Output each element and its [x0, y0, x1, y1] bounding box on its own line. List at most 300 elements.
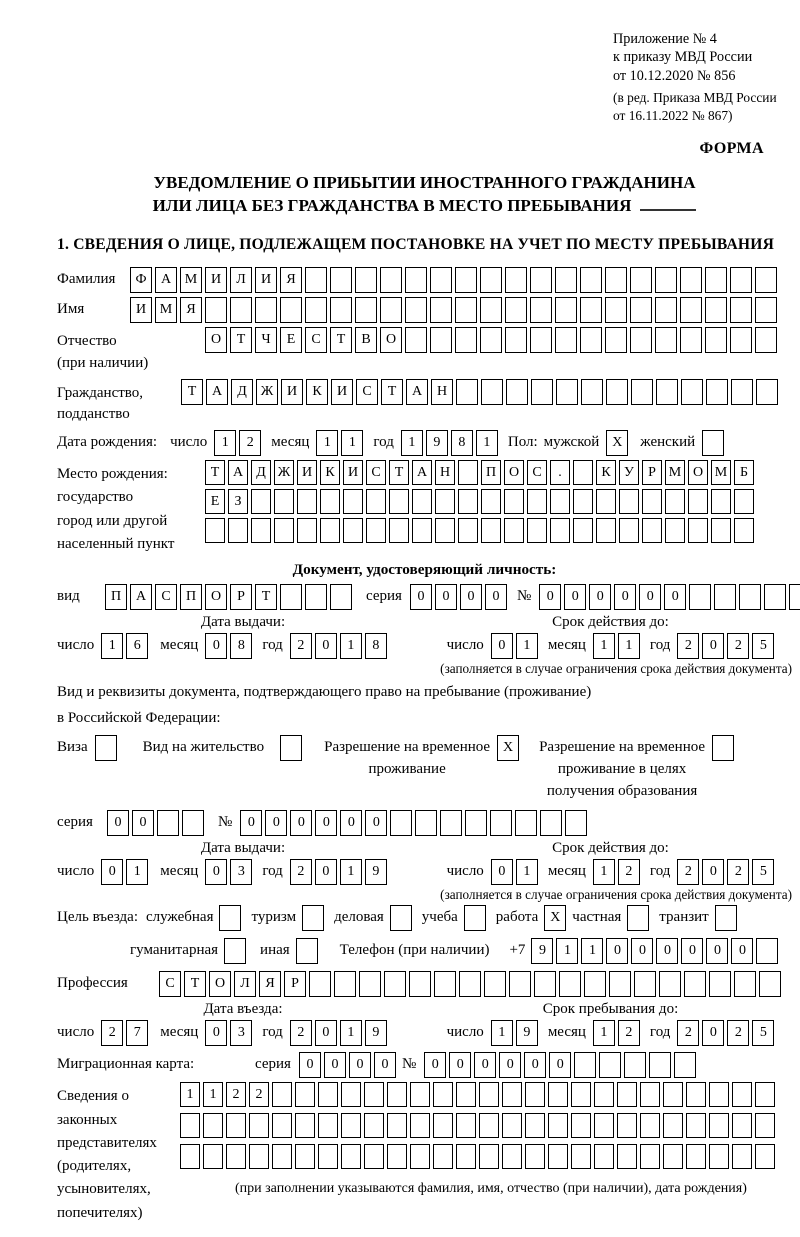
char-box[interactable]: 1 — [491, 1020, 513, 1046]
char-box[interactable] — [594, 1144, 614, 1169]
char-box[interactable] — [640, 1144, 660, 1169]
char-box[interactable] — [663, 1113, 683, 1138]
char-box[interactable] — [764, 584, 786, 610]
char-box[interactable] — [157, 810, 179, 836]
char-box[interactable]: 1 — [340, 633, 362, 659]
char-box[interactable] — [642, 518, 662, 543]
char-box[interactable]: 1 — [340, 859, 362, 885]
purpose-official-checkbox[interactable] — [219, 905, 241, 931]
char-box[interactable] — [755, 1144, 775, 1169]
char-box[interactable] — [318, 1144, 338, 1169]
char-box[interactable] — [481, 518, 501, 543]
char-box[interactable]: 1 — [593, 1020, 615, 1046]
char-box[interactable] — [355, 297, 377, 323]
char-box[interactable] — [295, 1082, 315, 1107]
char-box[interactable]: 0 — [524, 1052, 546, 1078]
char-box[interactable] — [458, 460, 478, 485]
char-box[interactable]: 0 — [349, 1052, 371, 1078]
char-box[interactable]: Я — [259, 971, 281, 997]
char-box[interactable] — [205, 518, 225, 543]
char-box[interactable] — [755, 297, 777, 323]
char-box[interactable]: З — [228, 489, 248, 514]
char-box[interactable]: А — [406, 379, 428, 405]
purpose-work-checkbox[interactable] — [544, 905, 566, 931]
char-box[interactable]: 9 — [365, 859, 387, 885]
char-box[interactable]: Т — [255, 584, 277, 610]
char-box[interactable] — [649, 1052, 671, 1078]
char-box[interactable] — [617, 1082, 637, 1107]
char-box[interactable]: Н — [435, 460, 455, 485]
char-box[interactable] — [219, 905, 241, 931]
char-box[interactable] — [709, 1082, 729, 1107]
char-box[interactable] — [706, 379, 728, 405]
char-box[interactable]: 1 — [401, 430, 423, 456]
char-box[interactable]: А — [155, 267, 177, 293]
char-box[interactable]: О — [205, 584, 227, 610]
char-box[interactable] — [732, 1113, 752, 1138]
char-box[interactable] — [594, 1082, 614, 1107]
char-box[interactable]: 0 — [474, 1052, 496, 1078]
char-box[interactable] — [550, 518, 570, 543]
char-box[interactable]: Т — [205, 460, 225, 485]
char-box[interactable]: С — [305, 327, 327, 353]
char-box[interactable]: 0 — [299, 1052, 321, 1078]
char-box[interactable] — [434, 971, 456, 997]
char-box[interactable] — [580, 267, 602, 293]
char-box[interactable]: 0 — [374, 1052, 396, 1078]
char-box[interactable] — [203, 1144, 223, 1169]
char-box[interactable] — [730, 267, 752, 293]
char-box[interactable] — [689, 584, 711, 610]
char-box[interactable] — [465, 810, 487, 836]
char-box[interactable]: 9 — [531, 938, 553, 964]
char-box[interactable]: Р — [642, 460, 662, 485]
purpose-other-checkbox[interactable] — [296, 938, 318, 964]
char-box[interactable] — [505, 297, 527, 323]
char-box[interactable] — [584, 971, 606, 997]
char-box[interactable]: 2 — [727, 1020, 749, 1046]
char-box[interactable] — [756, 938, 778, 964]
char-box[interactable]: Р — [230, 584, 252, 610]
char-box[interactable]: 0 — [449, 1052, 471, 1078]
char-box[interactable] — [320, 518, 340, 543]
char-box[interactable] — [505, 267, 527, 293]
char-box[interactable] — [525, 1144, 545, 1169]
char-box[interactable]: Н — [431, 379, 453, 405]
char-box[interactable] — [684, 971, 706, 997]
char-box[interactable] — [502, 1082, 522, 1107]
char-box[interactable]: 1 — [618, 633, 640, 659]
char-box[interactable]: Ф — [130, 267, 152, 293]
char-box[interactable] — [527, 489, 547, 514]
char-box[interactable] — [228, 518, 248, 543]
char-box[interactable] — [274, 489, 294, 514]
char-box[interactable]: 1 — [581, 938, 603, 964]
char-box[interactable] — [734, 489, 754, 514]
char-box[interactable] — [665, 489, 685, 514]
char-box[interactable]: 0 — [315, 633, 337, 659]
char-box[interactable]: 0 — [681, 938, 703, 964]
edu-permit-checkbox[interactable] — [712, 735, 734, 761]
char-box[interactable]: П — [105, 584, 127, 610]
char-box[interactable] — [272, 1144, 292, 1169]
char-box[interactable] — [479, 1113, 499, 1138]
char-box[interactable] — [410, 1082, 430, 1107]
char-box[interactable]: Т — [330, 327, 352, 353]
char-box[interactable] — [366, 518, 386, 543]
char-box[interactable]: М — [665, 460, 685, 485]
char-box[interactable]: Л — [230, 267, 252, 293]
char-box[interactable]: 9 — [516, 1020, 538, 1046]
char-box[interactable] — [410, 1144, 430, 1169]
char-box[interactable]: И — [297, 460, 317, 485]
char-box[interactable]: А — [130, 584, 152, 610]
char-box[interactable] — [630, 297, 652, 323]
char-box[interactable] — [384, 971, 406, 997]
char-box[interactable]: 2 — [727, 633, 749, 659]
char-box[interactable] — [456, 1082, 476, 1107]
char-box[interactable]: 2 — [677, 859, 699, 885]
char-box[interactable] — [464, 905, 486, 931]
char-box[interactable]: С — [366, 460, 386, 485]
char-box[interactable] — [455, 327, 477, 353]
char-box[interactable] — [730, 327, 752, 353]
char-box[interactable] — [580, 297, 602, 323]
char-box[interactable] — [655, 327, 677, 353]
char-box[interactable]: 0 — [539, 584, 561, 610]
char-box[interactable] — [605, 327, 627, 353]
char-box[interactable] — [481, 379, 503, 405]
char-box[interactable]: К — [320, 460, 340, 485]
char-box[interactable]: О — [205, 327, 227, 353]
char-box[interactable] — [674, 1052, 696, 1078]
char-box[interactable] — [226, 1113, 246, 1138]
char-box[interactable]: 0 — [564, 584, 586, 610]
char-box[interactable] — [714, 584, 736, 610]
char-box[interactable] — [609, 971, 631, 997]
char-box[interactable] — [456, 379, 478, 405]
char-box[interactable] — [573, 489, 593, 514]
char-box[interactable] — [530, 297, 552, 323]
char-box[interactable] — [581, 379, 603, 405]
char-box[interactable] — [405, 327, 427, 353]
char-box[interactable]: Я — [280, 267, 302, 293]
char-box[interactable]: 1 — [476, 430, 498, 456]
char-box[interactable] — [435, 489, 455, 514]
char-box[interactable] — [571, 1082, 591, 1107]
char-box[interactable] — [555, 327, 577, 353]
char-box[interactable] — [459, 971, 481, 997]
char-box[interactable]: Я — [180, 297, 202, 323]
char-box[interactable] — [272, 1082, 292, 1107]
char-box[interactable]: 0 — [702, 633, 724, 659]
char-box[interactable]: 9 — [365, 1020, 387, 1046]
char-box[interactable]: М — [180, 267, 202, 293]
char-box[interactable]: М — [711, 460, 731, 485]
char-box[interactable]: 8 — [451, 430, 473, 456]
char-box[interactable] — [502, 1144, 522, 1169]
char-box[interactable]: 0 — [315, 859, 337, 885]
purpose-tourism-checkbox[interactable] — [302, 905, 324, 931]
char-box[interactable] — [295, 1113, 315, 1138]
char-box[interactable] — [755, 1082, 775, 1107]
char-box[interactable] — [630, 267, 652, 293]
char-box[interactable] — [702, 430, 724, 456]
char-box[interactable]: 1 — [593, 633, 615, 659]
char-box[interactable]: 5 — [752, 633, 774, 659]
char-box[interactable] — [318, 1113, 338, 1138]
char-box[interactable] — [680, 297, 702, 323]
char-box[interactable] — [617, 1144, 637, 1169]
char-box[interactable] — [251, 489, 271, 514]
char-box[interactable]: 1 — [516, 859, 538, 885]
char-box[interactable]: . — [550, 460, 570, 485]
char-box[interactable]: 0 — [491, 859, 513, 885]
purpose-business-checkbox[interactable] — [390, 905, 412, 931]
char-box[interactable]: 2 — [226, 1082, 246, 1107]
char-box[interactable]: 2 — [618, 1020, 640, 1046]
char-box[interactable] — [341, 1082, 361, 1107]
char-box[interactable] — [412, 489, 432, 514]
char-box[interactable]: 0 — [460, 584, 482, 610]
char-box[interactable] — [548, 1113, 568, 1138]
char-box[interactable] — [596, 489, 616, 514]
char-box[interactable] — [548, 1082, 568, 1107]
char-box[interactable]: 0 — [485, 584, 507, 610]
char-box[interactable] — [640, 1082, 660, 1107]
char-box[interactable] — [525, 1082, 545, 1107]
char-box[interactable] — [390, 810, 412, 836]
char-box[interactable] — [732, 1144, 752, 1169]
char-box[interactable] — [366, 489, 386, 514]
char-box[interactable]: Р — [284, 971, 306, 997]
char-box[interactable]: 0 — [491, 633, 513, 659]
char-box[interactable] — [272, 1113, 292, 1138]
char-box[interactable]: 0 — [365, 810, 387, 836]
char-box[interactable] — [709, 971, 731, 997]
char-box[interactable] — [711, 518, 731, 543]
char-box[interactable] — [705, 267, 727, 293]
char-box[interactable] — [734, 971, 756, 997]
char-box[interactable] — [680, 327, 702, 353]
char-box[interactable]: X — [606, 430, 628, 456]
char-box[interactable] — [343, 518, 363, 543]
char-box[interactable]: С — [356, 379, 378, 405]
char-box[interactable] — [226, 1144, 246, 1169]
char-box[interactable] — [617, 1113, 637, 1138]
char-box[interactable] — [224, 938, 246, 964]
char-box[interactable] — [458, 518, 478, 543]
char-box[interactable]: Т — [381, 379, 403, 405]
char-box[interactable]: 0 — [656, 938, 678, 964]
char-box[interactable] — [659, 971, 681, 997]
char-box[interactable]: 0 — [702, 859, 724, 885]
char-box[interactable]: 2 — [618, 859, 640, 885]
char-box[interactable] — [606, 379, 628, 405]
char-box[interactable]: 7 — [126, 1020, 148, 1046]
char-box[interactable]: 3 — [230, 859, 252, 885]
char-box[interactable] — [715, 905, 737, 931]
char-box[interactable] — [405, 297, 427, 323]
char-box[interactable] — [230, 297, 252, 323]
char-box[interactable] — [484, 971, 506, 997]
char-box[interactable] — [364, 1113, 384, 1138]
char-box[interactable] — [479, 1144, 499, 1169]
char-box[interactable] — [280, 297, 302, 323]
char-box[interactable] — [509, 971, 531, 997]
char-box[interactable] — [642, 489, 662, 514]
char-box[interactable]: Л — [234, 971, 256, 997]
char-box[interactable]: У — [619, 460, 639, 485]
char-box[interactable] — [433, 1113, 453, 1138]
char-box[interactable] — [548, 1144, 568, 1169]
char-box[interactable]: 0 — [315, 1020, 337, 1046]
char-box[interactable]: 0 — [315, 810, 337, 836]
residence-permit-checkbox[interactable] — [280, 735, 302, 761]
char-box[interactable] — [789, 584, 800, 610]
char-box[interactable]: Т — [389, 460, 409, 485]
char-box[interactable] — [712, 735, 734, 761]
char-box[interactable]: 0 — [499, 1052, 521, 1078]
char-box[interactable] — [305, 267, 327, 293]
char-box[interactable]: 2 — [239, 430, 261, 456]
char-box[interactable] — [688, 489, 708, 514]
char-box[interactable] — [387, 1144, 407, 1169]
char-box[interactable] — [430, 327, 452, 353]
char-box[interactable] — [755, 267, 777, 293]
char-box[interactable]: 1 — [341, 430, 363, 456]
char-box[interactable]: 2 — [290, 859, 312, 885]
char-box[interactable] — [364, 1082, 384, 1107]
char-box[interactable] — [605, 267, 627, 293]
char-box[interactable] — [435, 518, 455, 543]
char-box[interactable] — [415, 810, 437, 836]
char-box[interactable] — [203, 1113, 223, 1138]
char-box[interactable] — [309, 971, 331, 997]
char-box[interactable]: 2 — [290, 1020, 312, 1046]
char-box[interactable]: Б — [734, 460, 754, 485]
char-box[interactable] — [490, 810, 512, 836]
char-box[interactable] — [456, 1144, 476, 1169]
char-box[interactable] — [479, 1082, 499, 1107]
char-box[interactable] — [755, 1113, 775, 1138]
char-box[interactable]: 8 — [365, 633, 387, 659]
char-box[interactable] — [573, 518, 593, 543]
char-box[interactable]: О — [688, 460, 708, 485]
char-box[interactable] — [730, 297, 752, 323]
char-box[interactable]: Д — [231, 379, 253, 405]
char-box[interactable] — [686, 1113, 706, 1138]
char-box[interactable]: А — [412, 460, 432, 485]
char-box[interactable]: Ж — [274, 460, 294, 485]
char-box[interactable] — [440, 810, 462, 836]
char-box[interactable] — [571, 1144, 591, 1169]
char-box[interactable]: К — [306, 379, 328, 405]
char-box[interactable]: 0 — [132, 810, 154, 836]
char-box[interactable] — [573, 460, 593, 485]
visa-checkbox[interactable] — [95, 735, 117, 761]
char-box[interactable] — [249, 1113, 269, 1138]
char-box[interactable]: 2 — [101, 1020, 123, 1046]
char-box[interactable]: 0 — [731, 938, 753, 964]
char-box[interactable] — [480, 297, 502, 323]
char-box[interactable] — [295, 1144, 315, 1169]
char-box[interactable]: О — [209, 971, 231, 997]
char-box[interactable] — [297, 489, 317, 514]
char-box[interactable]: 2 — [727, 859, 749, 885]
char-box[interactable]: И — [130, 297, 152, 323]
char-box[interactable]: И — [205, 267, 227, 293]
char-box[interactable]: 1 — [593, 859, 615, 885]
char-box[interactable] — [705, 297, 727, 323]
char-box[interactable]: 1 — [316, 430, 338, 456]
char-box[interactable] — [619, 489, 639, 514]
char-box[interactable]: 2 — [249, 1082, 269, 1107]
char-box[interactable] — [364, 1144, 384, 1169]
char-box[interactable]: Т — [181, 379, 203, 405]
char-box[interactable]: 5 — [752, 1020, 774, 1046]
char-box[interactable] — [182, 810, 204, 836]
char-box[interactable] — [409, 971, 431, 997]
char-box[interactable] — [550, 489, 570, 514]
char-box[interactable]: И — [331, 379, 353, 405]
char-box[interactable] — [534, 971, 556, 997]
char-box[interactable] — [555, 297, 577, 323]
char-box[interactable]: 0 — [240, 810, 262, 836]
char-box[interactable] — [709, 1144, 729, 1169]
char-box[interactable] — [540, 810, 562, 836]
char-box[interactable] — [389, 518, 409, 543]
char-box[interactable]: С — [527, 460, 547, 485]
char-box[interactable] — [343, 489, 363, 514]
char-box[interactable] — [630, 327, 652, 353]
char-box[interactable] — [341, 1144, 361, 1169]
char-box[interactable]: 0 — [549, 1052, 571, 1078]
char-box[interactable] — [732, 1082, 752, 1107]
char-box[interactable]: 0 — [205, 1020, 227, 1046]
char-box[interactable]: В — [355, 327, 377, 353]
char-box[interactable] — [663, 1144, 683, 1169]
char-box[interactable] — [412, 518, 432, 543]
char-box[interactable] — [504, 489, 524, 514]
char-box[interactable]: 1 — [126, 859, 148, 885]
char-box[interactable]: 2 — [290, 633, 312, 659]
char-box[interactable]: 0 — [340, 810, 362, 836]
char-box[interactable] — [711, 489, 731, 514]
char-box[interactable] — [330, 584, 352, 610]
char-box[interactable]: Д — [251, 460, 271, 485]
char-box[interactable] — [640, 1113, 660, 1138]
char-box[interactable] — [709, 1113, 729, 1138]
char-box[interactable]: С — [155, 584, 177, 610]
char-box[interactable]: 0 — [265, 810, 287, 836]
char-box[interactable] — [455, 267, 477, 293]
char-box[interactable]: 3 — [230, 1020, 252, 1046]
char-box[interactable]: Т — [230, 327, 252, 353]
char-box[interactable] — [631, 379, 653, 405]
char-box[interactable] — [624, 1052, 646, 1078]
char-box[interactable] — [559, 971, 581, 997]
char-box[interactable] — [305, 297, 327, 323]
char-box[interactable] — [504, 518, 524, 543]
char-box[interactable] — [530, 267, 552, 293]
char-box[interactable] — [505, 327, 527, 353]
char-box[interactable]: 0 — [205, 859, 227, 885]
char-box[interactable] — [655, 267, 677, 293]
char-box[interactable] — [318, 1082, 338, 1107]
char-box[interactable] — [731, 379, 753, 405]
char-box[interactable] — [596, 518, 616, 543]
